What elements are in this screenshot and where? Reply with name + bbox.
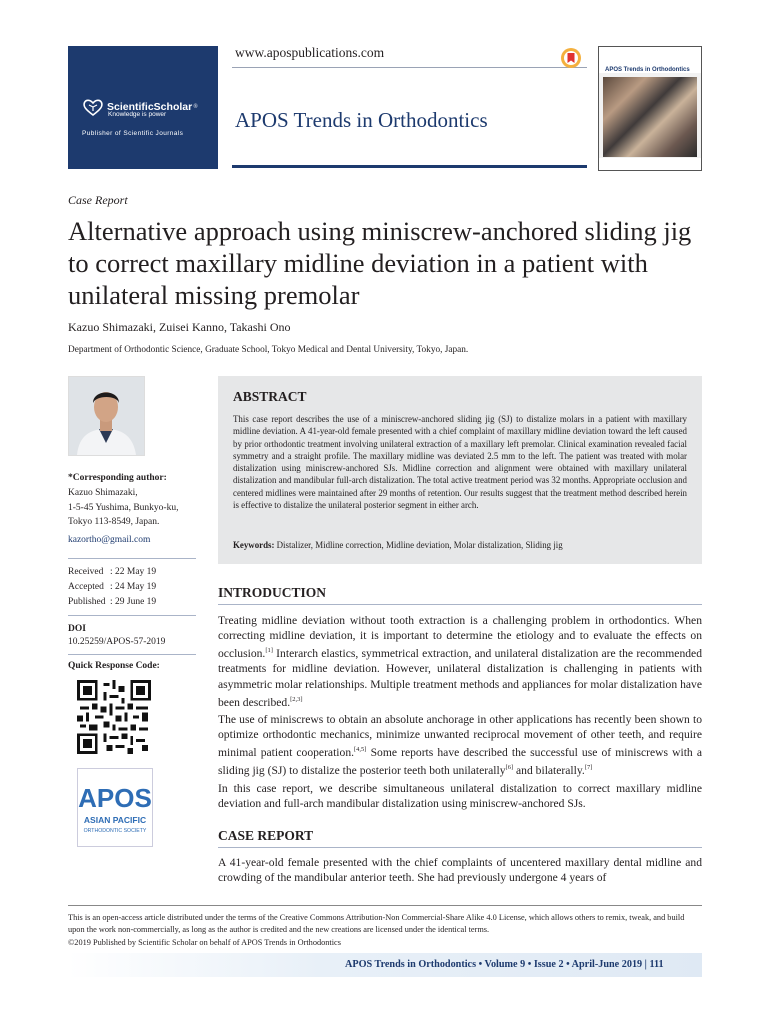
intro-p2-text-3: and bilaterally. xyxy=(513,764,585,778)
header-divider xyxy=(232,67,587,68)
intro-p2-text: The use of miniscrews to obtain an absolute anchorage in other applications has recently been shown to optimize orthodontic mechanics, minimize unwanted reciprocal movement of other teeth, and require minimal patient cooperation. xyxy=(218,713,702,760)
apos-society-logo xyxy=(77,768,153,847)
corresponding-address-line-1: 1-5-45 Yushima, Bunkyo-ku, xyxy=(68,503,179,513)
publisher-subtitle: Publisher of Scientific Journals xyxy=(82,130,184,137)
citation-ref[interactable]: [6] xyxy=(505,764,514,772)
introduction-paragraph-1 xyxy=(218,613,702,710)
apos-logo-line1: ASIAN PACIFIC xyxy=(83,815,147,825)
author-photo xyxy=(68,376,145,456)
citation-ref[interactable]: [1] xyxy=(265,647,273,655)
received-date xyxy=(68,567,156,577)
cover-photo-collage xyxy=(603,77,697,157)
received-value: : 22 May 19 xyxy=(110,567,157,577)
registered-mark: ® xyxy=(193,104,198,110)
author-portrait-image xyxy=(69,377,144,455)
journal-citation-page-number: APOS Trends in Orthodontics • Volume 9 • Issue 2 • April-June 2019 | 111 xyxy=(345,959,664,970)
accepted-value: : 24 May 19 xyxy=(110,582,157,592)
accepted-date xyxy=(68,582,156,592)
published-value: : 29 June 19 xyxy=(110,597,157,607)
author-list: Kazuo Shimazaki, Zuisei Kanno, Takashi Ono xyxy=(68,320,291,334)
journal-title: APOS Trends in Orthodontics xyxy=(235,108,488,132)
qr-code-image[interactable] xyxy=(77,680,151,754)
article-type: Case Report xyxy=(68,193,128,207)
introduction-paragraph-2 xyxy=(218,712,702,779)
intro-p2-text-2: Some reports have described the successful use of miniscrews with a sliding jig (SJ) to distalize the posterior teeth both unilaterally xyxy=(218,746,702,778)
introduction-heading: INTRODUCTION xyxy=(218,585,327,600)
article-title: Alternative approach using miniscrew-anchored sliding jig to correct maxillary midline deviation in a patient with unilateral missing premolar xyxy=(68,216,692,310)
journal-title-rule xyxy=(232,165,587,168)
received-label: Received xyxy=(68,567,104,577)
intro-p1-text: Treating midline deviation without tooth extraction is a challenging problem in orthodontics. When correcting midline deviation, it is important to determine the etiology and to evaluate the effects on occlusion. xyxy=(218,614,702,661)
website-link[interactable]: www.apospublications.com xyxy=(235,45,385,60)
keywords-label: Keywords: xyxy=(233,540,275,550)
section-divider xyxy=(218,604,702,605)
publisher-logo-block xyxy=(68,46,218,169)
abstract-text: This case report describes the use of a miniscrew-anchored sliding jig (SJ) to distalize molars in a patient with maxillary midline deviation. A 41-year-old female presented with a chief complaint of maxillary midline deviation toward the left caused by prior orthodontic treatment involving unilateral extraction of a maxillary left premolar. Clinical examination revealed facial symmetry and a straight profile. The maxillary midline was deviated 2.5 mm to the left. The patient was treated with molar distalization using miniscrew-anchored SJs. Midline correction and alignment were obtained with maxillary unilateral distalization and mandibular full-arch distalization. The total active treatment period was 32 months. Appropriate occlusion and centered midlines were maintained after 29 months of retention. Our results suggest that the treatment method described herein is effective to distalize the unilateral posterior segment in either arch. xyxy=(233,414,687,511)
citation-ref[interactable]: [2,3] xyxy=(290,695,303,703)
publisher-tagline: Knowledge is power xyxy=(108,111,167,118)
doi-label: DOI xyxy=(68,624,86,634)
left-column-divider xyxy=(68,654,196,655)
cover-title: APOS Trends in Orthodontics xyxy=(605,67,690,73)
corresponding-author-name: Kazuo Shimazaki, xyxy=(68,488,138,498)
publisher-name: ScientificScholar xyxy=(107,100,193,113)
published-date xyxy=(68,597,156,607)
left-column-divider xyxy=(68,615,196,616)
citation-ref[interactable]: [4,5] xyxy=(354,746,367,754)
keywords xyxy=(233,540,687,550)
license-notice: This is an open-access article distributed under the terms of the Creative Commons Attribution-Non Commercial-Share Alike 4.0 License, which allows others to remix, tweak, and build upon the work non-commercially, as long as the author is credited and the new creations are licensed under the identical terms. xyxy=(68,913,685,934)
keywords-list: Distalizer, Midline correction, Midline deviation, Molar distalization, Sliding jig xyxy=(276,540,563,550)
abstract-heading: ABSTRACT xyxy=(233,389,307,404)
left-column-divider xyxy=(68,558,196,559)
apos-logo-graphic xyxy=(78,769,152,846)
intro-p1-text-2: Interarch elastics, symmetrical extraction, and unilateral distalization are the recommended treatments for midline deviation. However, unilateral distalization is challenging in patients with asymmetric molar relationships. Multiple treatment methods and appliances for molar distalization have been described. xyxy=(218,647,702,709)
corresponding-address-line-2: Tokyo 113-8549, Japan. xyxy=(68,517,160,527)
introduction-paragraph-3: In this case report, we describe simultaneous unilateral distalization to correct maxillary midline deviation and full-arch mandibular distalization using miniscrew-anchored SJs. xyxy=(218,782,702,811)
published-label: Published xyxy=(68,597,106,607)
case-report-paragraph-1: A 41-year-old female presented with the chief complaints of uncentered maxillary dental midline and crowding of the mandibular anterior teeth. She had previously undergone 4 years of xyxy=(218,856,702,885)
accepted-label: Accepted xyxy=(68,582,104,592)
heart-book-icon xyxy=(82,98,104,116)
journal-cover-thumbnail xyxy=(598,46,702,171)
apos-logo-line2: ORTHODONTIC SOCIETY xyxy=(83,828,147,834)
open-access-icon xyxy=(560,47,582,69)
copyright-notice: ©2019 Published by Scientific Scholar on behalf of APOS Trends in Orthodontics xyxy=(68,938,341,947)
case-report-heading: CASE REPORT xyxy=(218,828,314,843)
section-divider xyxy=(218,847,702,848)
footer-divider xyxy=(68,905,702,906)
corresponding-email-link[interactable]: kazortho@gmail.com xyxy=(68,535,151,545)
doi-value[interactable]: 10.25259/APOS-57-2019 xyxy=(68,637,166,647)
corresponding-author-label: *Corresponding author: xyxy=(68,473,167,483)
author-affiliation: Department of Orthodontic Science, Graduate School, Tokyo Medical and Dental University, Tokyo, Japan. xyxy=(68,345,469,355)
qr-code-label: Quick Response Code: xyxy=(68,661,160,671)
citation-ref[interactable]: [7] xyxy=(584,764,593,772)
apos-logo-text: APOS xyxy=(78,783,152,813)
